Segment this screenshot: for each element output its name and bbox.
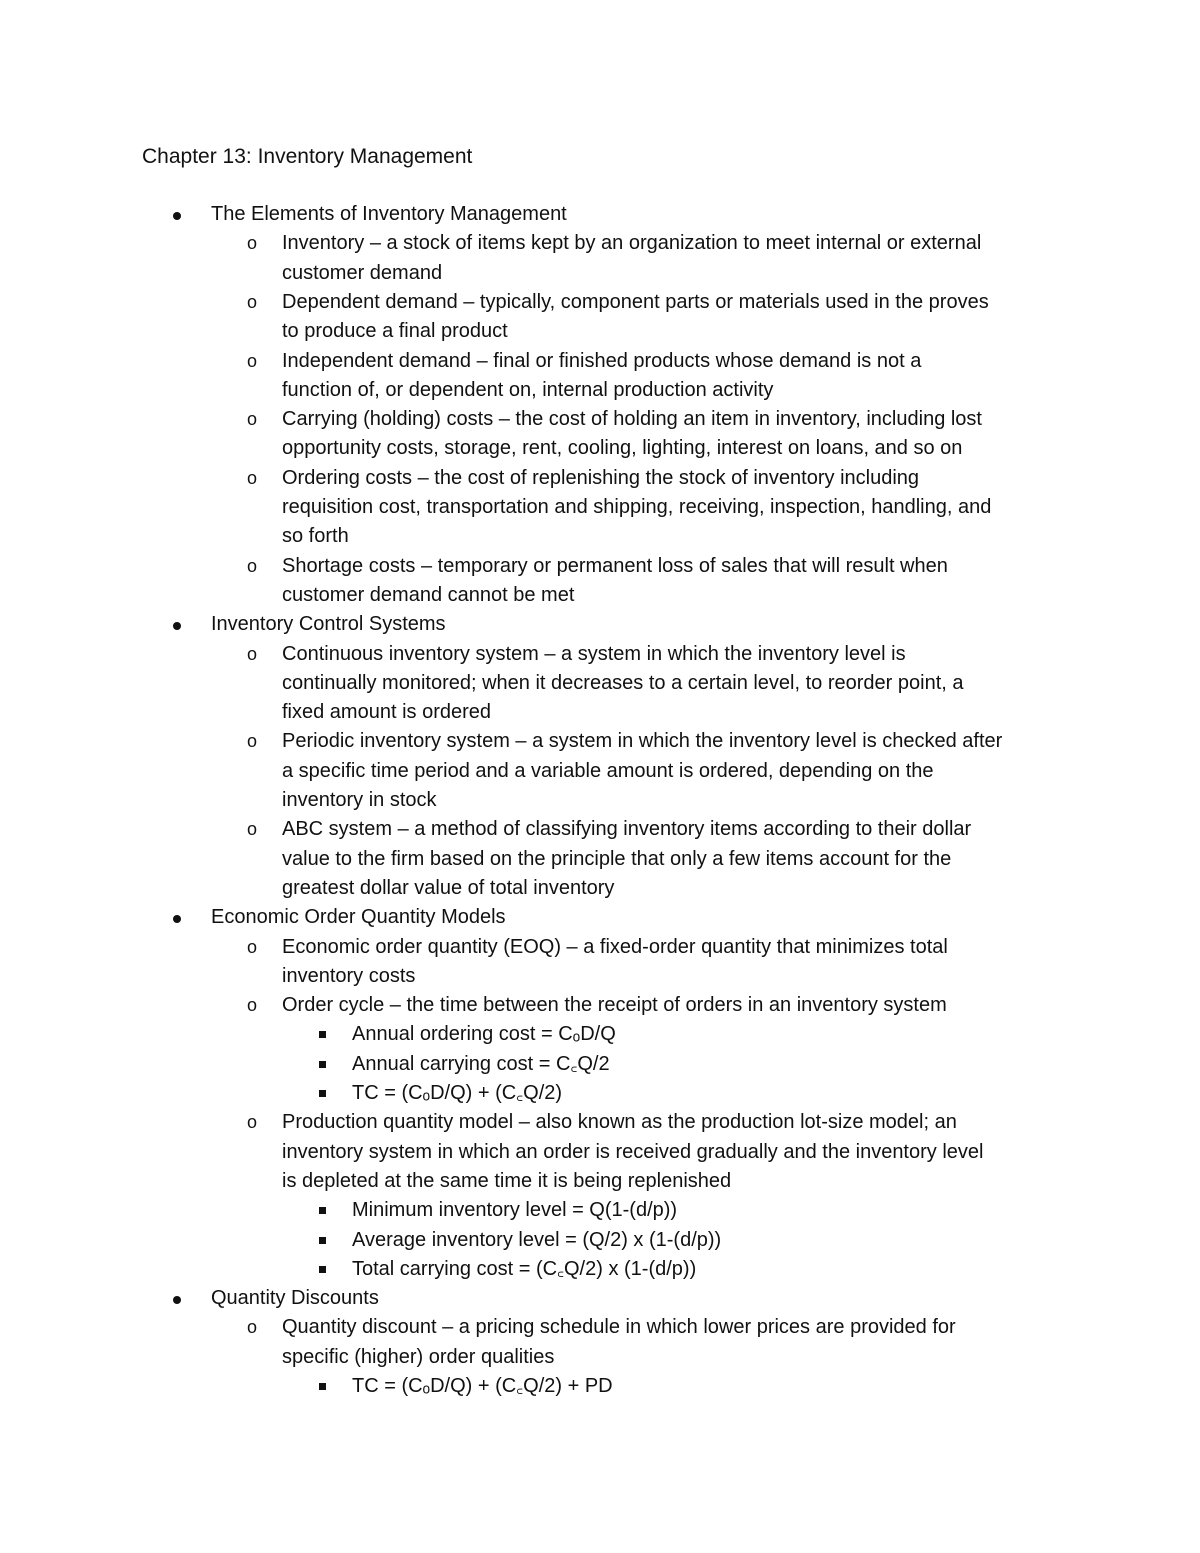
list-item-line: Carrying (holding) costs – the cost of holding an item in inventory, including lost (282, 408, 982, 431)
bullet-circle-icon: o (247, 555, 258, 576)
formula-text: Minimum inventory level = Q(1-(d/p)) (352, 1199, 678, 1222)
bullet-square-icon (319, 1031, 326, 1038)
bullet-circle-icon: o (247, 1317, 258, 1338)
list-item (247, 464, 992, 552)
list-item-line: specific (higher) order qualities (282, 1345, 555, 1368)
list-item-line: Production quantity model – also known as the production lot-size model; an (282, 1111, 957, 1134)
formula-text: Annual carrying cost = C꜀Q/2 (352, 1052, 610, 1075)
formula-text: Average inventory level = (Q/2) x (1-(d/p)) (352, 1228, 722, 1251)
list-item-line: inventory in stock (282, 788, 437, 811)
list-item-line: Economic order quantity (EOQ) – a fixed-order quantity that minimizes total (282, 935, 948, 958)
bullet-square-icon (319, 1266, 326, 1273)
formula-item (352, 1372, 613, 1401)
list-item-line: customer demand (282, 261, 443, 284)
list-item-line: function of, or dependent on, internal production activity (282, 378, 774, 401)
bullet-square-icon (319, 1207, 326, 1214)
list-item-line: Order cycle – the time between the receipt of orders in an inventory system (282, 994, 947, 1017)
list-item-line: Quantity discount – a pricing schedule in which lower prices are provided for (282, 1316, 956, 1339)
list-item (247, 815, 972, 903)
bullet-dot-icon (173, 212, 181, 220)
bullet-square-icon (319, 1237, 326, 1244)
bullet-circle-icon: o (247, 731, 258, 752)
section-heading-text: Economic Order Quantity Models (211, 906, 506, 929)
list-item-line: continually monitored; when it decreases to a certain level, to reorder point, a (282, 671, 964, 694)
bullet-square-icon (319, 1061, 326, 1068)
bullet-circle-icon: o (247, 291, 258, 312)
bullet-circle-icon: o (247, 233, 258, 254)
formula-text: Annual ordering cost = CₒD/Q (352, 1023, 616, 1046)
bullet-circle-icon: o (247, 643, 258, 664)
list-item-line: inventory system in which an order is received gradually and the inventory level (282, 1140, 984, 1163)
list-item-line: opportunity costs, storage, rent, cooling, lighting, interest on loans, and so on (282, 437, 963, 460)
list-item-line: Shortage costs – temporary or permanent loss of sales that will result when (282, 554, 948, 577)
section-heading (211, 200, 567, 229)
formula-item (352, 1255, 696, 1284)
list-item-line: Inventory – a stock of items kept by an organization to meet internal or external (282, 232, 982, 255)
bullet-circle-icon: o (247, 467, 258, 488)
list-item-line: Ordering costs – the cost of replenishing the stock of inventory including (282, 466, 920, 489)
list-item (247, 288, 989, 347)
formula-item (352, 1196, 677, 1225)
section-heading-text: The Elements of Inventory Management (211, 203, 567, 225)
bullet-circle-icon: o (247, 409, 258, 430)
list-item (247, 1108, 984, 1196)
list-item-line: customer demand cannot be met (282, 583, 575, 606)
page-title: Chapter 13: Inventory Management (142, 145, 473, 168)
formula-item (352, 1020, 616, 1049)
bullet-circle-icon: o (247, 1112, 258, 1133)
formula-text: Total carrying cost = (C꜀Q/2) x (1-(d/p)) (352, 1257, 697, 1280)
list-item-line: requisition cost, transportation and shipping, receiving, inspection, handling, and (282, 495, 992, 518)
section-heading (211, 610, 446, 639)
bullet-dot-icon (173, 915, 181, 923)
list-item-line: fixed amount is ordered (282, 701, 492, 724)
bullet-circle-icon: o (247, 350, 258, 371)
formula-text: TC = (CₒD/Q) + (C꜀Q/2) (352, 1082, 563, 1104)
list-item (247, 552, 948, 611)
list-item-line: Dependent demand – typically, component parts or materials used in the proves (282, 290, 989, 313)
list-item-line: is depleted at the same time it is being replenished (282, 1169, 732, 1192)
list-item (247, 727, 1003, 815)
bullet-dot-icon (173, 1296, 181, 1304)
list-item (247, 229, 982, 288)
bullet-square-icon (319, 1090, 326, 1097)
formula-item (352, 1050, 610, 1079)
bullet-circle-icon: o (247, 995, 258, 1016)
list-item-line: greatest dollar value of total inventory (282, 876, 615, 899)
list-item (247, 1313, 956, 1372)
list-item-line: to produce a final product (282, 320, 508, 343)
section-heading-text: Inventory Control Systems (211, 613, 446, 636)
list-item (247, 347, 922, 406)
list-item (247, 991, 947, 1020)
list-item-line: value to the firm based on the principle that only a few items account for the (282, 847, 952, 870)
section-heading (211, 1284, 379, 1313)
bullet-dot-icon (173, 622, 181, 630)
list-item-line: Independent demand – final or finished products whose demand is not a (282, 349, 922, 372)
list-item-line: Continuous inventory system – a system in which the inventory level is (282, 642, 906, 665)
bullet-circle-icon: o (247, 936, 258, 957)
section-heading (211, 903, 506, 932)
list-item (247, 405, 982, 464)
list-item-line: inventory costs (282, 964, 416, 987)
formula-item (352, 1079, 562, 1108)
list-item (247, 640, 964, 728)
section-heading-text: Quantity Discounts (211, 1287, 379, 1310)
list-item-line: ABC system – a method of classifying inventory items according to their dollar (282, 818, 972, 841)
bullet-square-icon (319, 1383, 326, 1390)
formula-item (352, 1226, 721, 1255)
formula-text: TC = (CₒD/Q) + (C꜀Q/2) + PD (352, 1375, 613, 1397)
list-item-line: so forth (282, 525, 349, 548)
list-item-line: Periodic inventory system – a system in which the inventory level is checked after (282, 730, 1003, 753)
list-item (247, 933, 948, 992)
list-item-line: a specific time period and a variable amount is ordered, depending on the (282, 759, 934, 782)
bullet-circle-icon: o (247, 819, 258, 840)
